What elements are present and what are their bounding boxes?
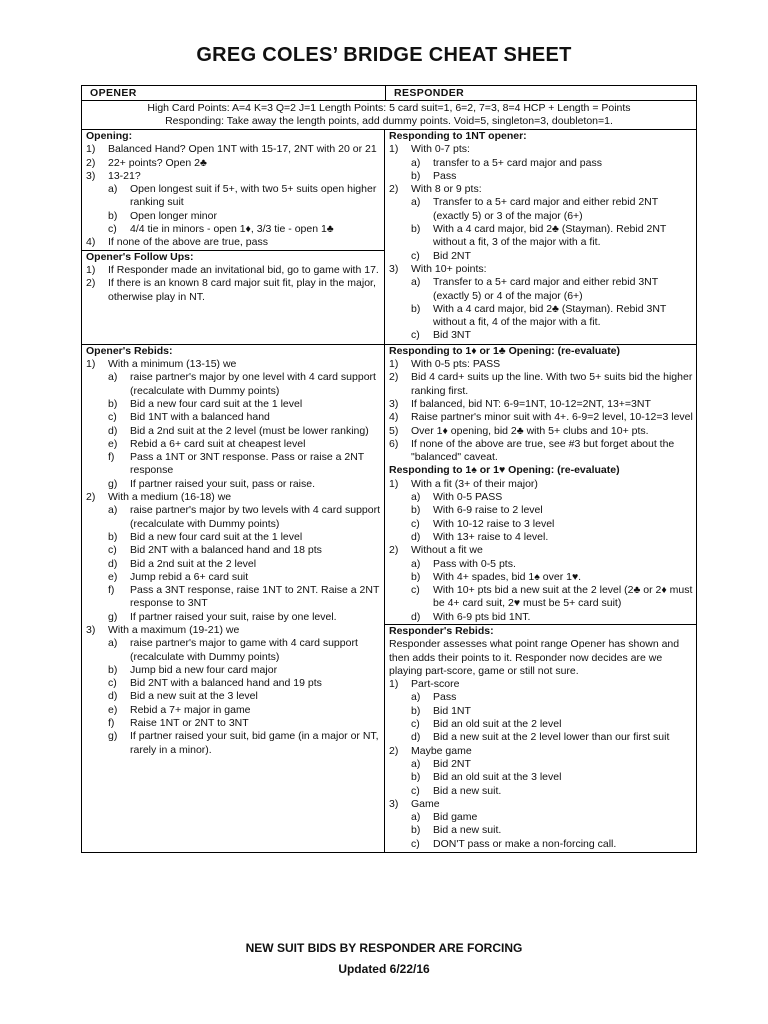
item-marker: b) xyxy=(108,209,118,222)
item-text: Jump rebid a 6+ card suit xyxy=(130,570,249,583)
item-text: Pass with 0-5 pts. xyxy=(433,557,516,570)
item-text: 4/4 tie in minors - open 1♦, 3/3 tie - open 1♣ xyxy=(130,223,334,236)
item-text: 22+ points? Open 2♣ xyxy=(108,156,207,169)
list-item xyxy=(389,611,693,624)
item-marker: a) xyxy=(411,691,421,704)
updated-date: Updated 6/22/16 xyxy=(338,962,430,976)
item-text: With a 4 card major, bid 2♣ (Stayman). Rebid 3NT without a fit, 4 of the major with a fit. xyxy=(433,302,667,329)
list-item xyxy=(389,705,693,718)
item-text: If Responder made an invitational bid, go to game with 17. xyxy=(108,263,379,276)
item-marker: a) xyxy=(108,637,118,650)
item-text: Bid 1NT with a balanced hand xyxy=(130,411,270,424)
list-item xyxy=(389,811,693,824)
list-item xyxy=(86,236,381,249)
item-text: Bid 2NT with a balanced hand and 19 pts xyxy=(130,677,322,690)
item-marker: 2) xyxy=(86,491,96,504)
item-marker: f) xyxy=(108,717,115,730)
item-marker: b) xyxy=(411,771,421,784)
list-item xyxy=(86,624,381,637)
item-marker: 2) xyxy=(389,371,399,384)
list-item xyxy=(389,838,693,851)
item-text: Part-score xyxy=(411,678,460,691)
item-marker: 1) xyxy=(86,358,96,371)
item-marker: f) xyxy=(108,451,115,464)
list-item xyxy=(86,277,381,304)
item-marker: b) xyxy=(411,824,421,837)
item-marker: b) xyxy=(108,530,118,543)
item-text: Bid 4 card+ suits up the line. With two 5+ suits bid the higher ranking first. xyxy=(411,371,693,397)
item-marker: b) xyxy=(411,504,421,517)
list-item xyxy=(389,371,693,398)
section-heading: Opening: xyxy=(86,130,133,142)
section xyxy=(86,345,381,757)
points-line-2: Responding: Take away the length points, add dummy points. Void=5, singleton=3, doubleton=1. xyxy=(165,115,613,127)
item-text: Open longer minor xyxy=(130,209,217,222)
list-item xyxy=(389,731,693,744)
section xyxy=(389,345,693,465)
item-text: If none of the above are true, pass xyxy=(108,236,268,249)
item-marker: a) xyxy=(411,276,421,289)
item-marker: a) xyxy=(411,196,421,209)
item-text: If there is an known 8 card major suit fit, play in the major, otherwise play in NT. xyxy=(108,277,376,303)
section-heading: Opener's Rebids: xyxy=(86,344,173,357)
item-marker: b) xyxy=(411,302,421,315)
item-text: Bid 3NT xyxy=(433,329,471,342)
section xyxy=(389,130,693,343)
item-text: With 0-7 pts: xyxy=(411,143,470,156)
list-item xyxy=(389,263,693,276)
item-marker: 4) xyxy=(86,236,96,249)
list-item xyxy=(389,358,693,371)
item-marker: 2) xyxy=(389,183,399,196)
list-item xyxy=(86,425,381,438)
list-item xyxy=(389,571,693,584)
item-marker: a) xyxy=(411,156,421,169)
item-text: Pass xyxy=(433,169,457,182)
list-item xyxy=(86,411,381,424)
item-text: Raise 1NT or 2NT to 3NT xyxy=(130,717,249,730)
list-item xyxy=(389,196,693,223)
item-marker: 5) xyxy=(389,424,399,437)
item-marker: b) xyxy=(411,223,421,236)
item-text: With 10-12 raise to 3 level xyxy=(433,517,555,530)
list-item xyxy=(86,143,381,156)
item-marker: a) xyxy=(108,183,118,196)
item-marker: c) xyxy=(411,784,420,797)
points-legend xyxy=(82,101,696,130)
section-heading: Responding to 1NT opener: xyxy=(389,130,527,142)
item-marker: c) xyxy=(411,584,420,597)
item-marker: c) xyxy=(108,223,117,236)
item-text: Jump bid a new four card major xyxy=(130,663,278,676)
item-marker: 2) xyxy=(86,277,96,290)
item-text: Bid a new suit at the 2 level lower than our first suit xyxy=(433,731,670,744)
item-marker: e) xyxy=(108,570,118,583)
item-marker: c) xyxy=(411,329,420,342)
item-text: With 10+ points: xyxy=(411,262,487,275)
item-marker: d) xyxy=(108,424,118,437)
item-text: Bid an old suit at the 2 level xyxy=(433,718,562,731)
item-marker: a) xyxy=(108,371,118,384)
list-item xyxy=(389,531,693,544)
item-text: Transfer to a 5+ card major and either rebid 2NT (exactly 5) or 3 of the major (6+) xyxy=(433,196,658,222)
list-item xyxy=(86,358,381,371)
item-text: With a maximum (19-21) we xyxy=(108,623,240,636)
item-marker: 6) xyxy=(389,437,399,450)
opener-opening-column xyxy=(82,130,385,344)
item-marker: 1) xyxy=(86,143,96,156)
item-text: Balanced Hand? Open 1NT with 15-17, 2NT with 20 or 21 xyxy=(108,143,377,156)
item-text: Bid a new suit at the 3 level xyxy=(130,690,258,703)
item-text: Bid 2NT with a balanced hand and 18 pts xyxy=(130,544,322,557)
item-text: With a minimum (13-15) we xyxy=(108,358,237,371)
list-item xyxy=(86,677,381,690)
list-item xyxy=(86,544,381,557)
item-text: DON'T pass or make a non-forcing call. xyxy=(433,837,617,850)
section xyxy=(82,250,384,304)
item-marker: a) xyxy=(411,811,421,824)
list-item xyxy=(389,824,693,837)
list-item xyxy=(86,210,381,223)
list-item xyxy=(86,438,381,451)
item-text: Pass xyxy=(433,691,457,704)
bottom-row xyxy=(82,345,696,852)
item-marker: f) xyxy=(108,584,115,597)
list-item xyxy=(86,504,381,531)
item-marker: e) xyxy=(108,437,118,450)
list-item xyxy=(389,771,693,784)
section xyxy=(86,130,381,250)
item-text: transfer to a 5+ card major and pass xyxy=(433,156,602,169)
list-item xyxy=(389,183,693,196)
item-marker: 1) xyxy=(86,263,96,276)
item-marker: g) xyxy=(108,730,118,743)
item-marker: 3) xyxy=(389,262,399,275)
list-item xyxy=(86,571,381,584)
responder-header: RESPONDER xyxy=(394,87,465,99)
top-row xyxy=(82,130,696,345)
item-text: If partner raised your suit, pass or raise. xyxy=(130,477,315,490)
item-marker: 1) xyxy=(389,358,399,371)
list-item xyxy=(86,478,381,491)
item-text: Bid a new four card suit at the 1 level xyxy=(130,530,303,543)
item-marker: d) xyxy=(108,557,118,570)
item-text: Game xyxy=(411,797,440,810)
item-text: With 4+ spades, bid 1♠ over 1♥. xyxy=(433,570,582,583)
list-item xyxy=(86,637,381,664)
item-marker: 2) xyxy=(389,744,399,757)
item-marker: 3) xyxy=(389,397,399,410)
section-heading: Responding to 1♠ or 1♥ Opening: (re-evaluate) xyxy=(389,464,620,477)
item-marker: d) xyxy=(108,690,118,703)
item-marker: g) xyxy=(108,610,118,623)
list-item xyxy=(86,157,381,170)
item-text: If partner raised your suit, bid game (in a major or NT, rarely in a minor). xyxy=(130,730,379,756)
list-item xyxy=(86,531,381,544)
item-text: With 13+ raise to 4 level. xyxy=(433,530,549,543)
item-text: With a 4 card major, bid 2♣ (Stayman). Rebid 2NT without a fit, 3 of the major with a fit. xyxy=(433,223,667,249)
list-item xyxy=(86,371,381,398)
item-text: Bid an old suit at the 3 level xyxy=(433,771,562,784)
list-item xyxy=(86,730,381,757)
item-text: Pass a 1NT or 3NT response. Pass or raise a 2NT response xyxy=(130,451,365,477)
list-item xyxy=(389,398,693,411)
item-marker: 1) xyxy=(389,678,399,691)
list-item xyxy=(86,451,381,478)
item-text: raise partner's major by two levels with 4 card support (recalculate with Dummy points) xyxy=(130,504,381,530)
item-text: Bid 1NT xyxy=(433,704,471,717)
item-text: Bid 2NT xyxy=(433,249,471,262)
list-item xyxy=(86,584,381,611)
item-text: With 6-9 pts bid 1NT. xyxy=(433,610,531,623)
column-headers xyxy=(82,86,696,101)
section-heading: Responding to 1♦ or 1♣ Opening: (re-evaluate) xyxy=(389,344,621,357)
item-text: Maybe game xyxy=(411,744,472,757)
list-item xyxy=(86,664,381,677)
item-text: Bid 2NT xyxy=(433,757,471,770)
list-item xyxy=(86,170,381,183)
item-text: Bid a new suit. xyxy=(433,824,502,837)
item-text: Open longest suit if 5+, with two 5+ suits open higher ranking suit xyxy=(130,183,377,209)
item-text: With 10+ pts bid a new suit at the 2 level (2♣ or 2♦ must be 4+ card suit, 2♥ must be 5+ card suit) xyxy=(433,584,693,610)
cheat-sheet-table xyxy=(81,85,697,853)
item-marker: 3) xyxy=(389,797,399,810)
item-marker: c) xyxy=(411,837,420,850)
item-marker: b) xyxy=(411,704,421,717)
item-marker: b) xyxy=(411,169,421,182)
item-marker: a) xyxy=(411,491,421,504)
list-item xyxy=(86,717,381,730)
points-line-1: High Card Points: A=4 K=3 Q=2 J=1 Length Points: 5 card suit=1, 6=2, 7=3, 8=4 HCP + Length = Points xyxy=(147,102,631,114)
item-text: Bid a new suit. xyxy=(433,784,502,797)
list-item xyxy=(389,303,693,330)
item-marker: 2) xyxy=(389,544,399,557)
item-marker: c) xyxy=(108,411,117,424)
item-text: Over 1♦ opening, bid 2♣ with 5+ clubs and 10+ pts. xyxy=(411,424,649,437)
list-item xyxy=(389,276,693,303)
list-item xyxy=(389,170,693,183)
item-text: Bid a new four card suit at the 1 level xyxy=(130,397,303,410)
list-item xyxy=(86,398,381,411)
list-item xyxy=(389,518,693,531)
list-item xyxy=(389,223,693,250)
item-marker: 4) xyxy=(389,411,399,424)
item-text: Bid a 2nd suit at the 2 level xyxy=(130,557,257,570)
item-marker: a) xyxy=(108,504,118,517)
item-marker: d) xyxy=(411,530,421,543)
list-item xyxy=(389,504,693,517)
item-text: raise partner's major by one level with 4 card support (recalculate with Dummy points) xyxy=(130,371,376,397)
responder-1nt-column xyxy=(385,130,696,344)
section xyxy=(389,464,693,624)
section-heading: Opener's Follow Ups: xyxy=(86,250,194,263)
item-text: If partner raised your suit, raise by one level. xyxy=(130,610,337,623)
item-text: Without a fit we xyxy=(411,544,483,557)
list-item xyxy=(389,798,693,811)
list-item xyxy=(389,745,693,758)
item-text: With 6-9 raise to 2 level xyxy=(433,504,543,517)
item-text: With a medium (16-18) we xyxy=(108,491,232,504)
item-text: With 0-5 PASS xyxy=(433,491,503,504)
item-text: Bid game xyxy=(433,811,478,824)
list-item xyxy=(389,425,693,438)
list-item xyxy=(86,183,381,210)
item-marker: 3) xyxy=(86,169,96,182)
item-text: With 8 or 9 pts: xyxy=(411,183,482,196)
item-text: Rebid a 7+ major in game xyxy=(130,703,251,716)
item-marker: b) xyxy=(108,663,118,676)
item-text: Pass a 3NT response, raise 1NT to 2NT. Raise a 2NT response to 3NT xyxy=(130,584,380,610)
item-marker: b) xyxy=(411,570,421,583)
list-item xyxy=(389,438,693,465)
list-item xyxy=(389,691,693,704)
item-text: With 0-5 pts: PASS xyxy=(411,358,501,371)
forcing-note: NEW SUIT BIDS BY RESPONDER ARE FORCING xyxy=(245,941,523,955)
item-marker: c) xyxy=(108,677,117,690)
list-item xyxy=(86,690,381,703)
item-text: With a fit (3+ of their major) xyxy=(411,477,538,490)
item-marker: c) xyxy=(411,517,420,530)
page-title: GREG COLES’ BRIDGE CHEAT SHEET xyxy=(196,44,572,66)
item-marker: 1) xyxy=(389,143,399,156)
item-marker: 1) xyxy=(389,477,399,490)
item-marker: 3) xyxy=(86,623,96,636)
item-marker: a) xyxy=(411,757,421,770)
list-item xyxy=(389,143,693,156)
item-marker: g) xyxy=(108,477,118,490)
item-text: Rebid a 6+ card suit at cheapest level xyxy=(130,437,306,450)
item-text: If none of the above are true, see #3 but forget about the "balanced" caveat. xyxy=(411,437,675,464)
section-intro: Responder assesses what point range Opener has shown and then adds their points to it. Responder now decides are we playing part-score, game or still not sure. xyxy=(389,638,680,677)
item-marker: a) xyxy=(411,557,421,570)
list-item xyxy=(389,329,693,342)
item-marker: b) xyxy=(108,397,118,410)
item-marker: c) xyxy=(411,249,420,262)
list-item xyxy=(86,558,381,571)
item-marker: c) xyxy=(108,544,117,557)
list-item xyxy=(389,544,693,557)
list-item xyxy=(389,478,693,491)
item-marker: d) xyxy=(411,731,421,744)
section-heading: Responder's Rebids: xyxy=(389,624,494,637)
item-marker: c) xyxy=(411,718,420,731)
list-item xyxy=(389,411,693,424)
item-text: 13-21? xyxy=(108,169,141,182)
list-item xyxy=(86,704,381,717)
list-item xyxy=(389,678,693,691)
list-item xyxy=(389,718,693,731)
item-marker: 2) xyxy=(86,156,96,169)
opener-rebids-column xyxy=(82,345,385,852)
list-item xyxy=(389,584,693,611)
item-text: Bid a 2nd suit at the 2 level (must be lower ranking) xyxy=(130,424,369,437)
list-item xyxy=(86,611,381,624)
list-item xyxy=(389,758,693,771)
item-text: If balanced, bid NT: 6-9=1NT, 10-12=2NT, 13+=3NT xyxy=(411,397,651,410)
item-marker: d) xyxy=(411,610,421,623)
list-item xyxy=(86,491,381,504)
list-item xyxy=(389,157,693,170)
list-item xyxy=(389,785,693,798)
list-item xyxy=(86,223,381,236)
responder-suit-column xyxy=(385,345,696,852)
section xyxy=(385,624,696,851)
item-text: Raise partner's minor suit with 4+. 6-9=2 level, 10-12=3 level xyxy=(411,411,693,424)
list-item xyxy=(389,491,693,504)
item-text: Transfer to a 5+ card major and either rebid 3NT (exactly 5) or 4 of the major (6+) xyxy=(433,276,658,302)
list-item xyxy=(389,558,693,571)
opener-header: OPENER xyxy=(82,86,386,100)
list-item xyxy=(86,264,381,277)
item-text: raise partner's major to game with 4 card support (recalculate with Dummy points) xyxy=(130,637,358,663)
item-marker: e) xyxy=(108,703,118,716)
list-item xyxy=(389,250,693,263)
